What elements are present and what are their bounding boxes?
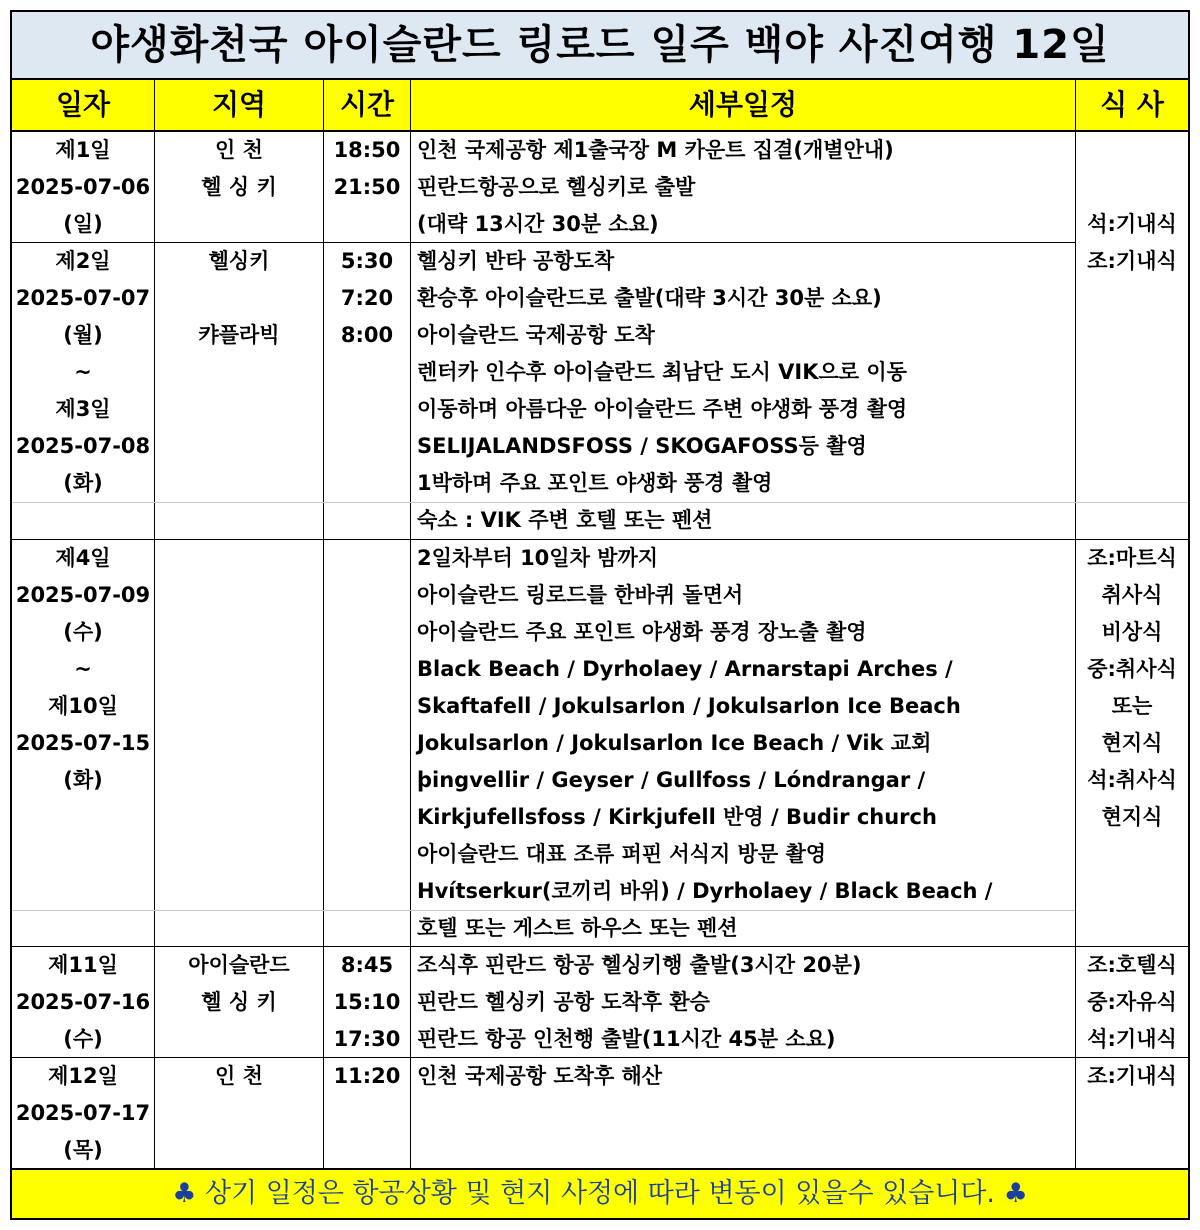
day-label: 제10일 (48, 694, 118, 718)
detail-line: 아이슬란드 주요 포인트 야생화 풍경 장노출 촬영 (417, 620, 867, 644)
detail-line: Hvítserkur(코끼리 바위) / Dyrholaey / Black Beach / (417, 879, 993, 903)
detail-line: 핀란드 항공 인천행 출발(11시간 45분 소요) (417, 1027, 836, 1051)
meal-line: 석:기내식 (1087, 212, 1177, 236)
region-label: 캬플라빅 (198, 323, 280, 347)
meal-line: 또는 (1111, 694, 1153, 718)
table-header-row (12, 80, 1188, 132)
detail-line: 2일차부터 10일차 밤까지 (417, 546, 659, 570)
day-label: 제11일 (48, 953, 118, 977)
meal-line: 석:취사식 (1087, 768, 1177, 792)
detail-line: 인천 국제공항 도착후 해산 (417, 1064, 663, 1088)
page-title: 야생화천국 아이슬란드 링로드 일주 백야 사진여행 12일 (12, 12, 1188, 80)
meal-line: 현지식 (1101, 805, 1163, 829)
detail-line: 인천 국제공항 제1출국장 M 카운트 집결(개별안내) (417, 138, 894, 162)
header-time: 시간 (339, 88, 395, 121)
footer-notice: ♣ 상기 일정은 항공상황 및 현지 사정에 따라 변동이 있을수 있습니다. ♣ (12, 1168, 1188, 1218)
day-weekday: (화) (63, 471, 103, 495)
detail-line: Kirkjufellsfoss / Kirkjufell 반영 / Budir church (417, 805, 937, 829)
detail-line: SELIJALANDSFOSS / SKOGAFOSS등 촬영 (417, 434, 867, 458)
detail-line: 이동하며 아름다운 아이슬란드 주변 야생화 풍경 촬영 (417, 397, 908, 421)
header-day: 일자 (55, 88, 111, 121)
day-date: 2025-07-16 (15, 990, 151, 1014)
day-date: 2025-07-17 (15, 1101, 151, 1125)
time-value: 7:20 (340, 286, 394, 310)
itinerary-table (10, 10, 1190, 1220)
day-date: 2025-07-08 (15, 434, 151, 458)
day-label: 제1일 (55, 138, 111, 162)
column-divider (410, 80, 411, 1168)
detail-line: 아이슬란드 대표 조류 퍼핀 서식지 방문 촬영 (417, 842, 827, 866)
time-value: 8:45 (340, 953, 394, 977)
day-label: 제2일 (55, 249, 111, 273)
meal-line: 조:호텔식 (1087, 953, 1177, 977)
detail-line: Skaftafell / Jokulsarlon / Jokulsarlon Ice Beach (417, 694, 961, 718)
meal-line: 현지식 (1101, 731, 1163, 755)
region-label: 인 천 (215, 1064, 263, 1088)
detail-line: 헬싱키 반타 공항도착 (417, 249, 615, 273)
detail-line: Jokulsarlon / Jokulsarlon Ice Beach / Vik 교회 (417, 731, 932, 755)
region-label: 아이슬란드 (188, 953, 290, 977)
time-value: 17:30 (333, 1027, 401, 1051)
day-range-separator: ~ (74, 360, 92, 384)
meal-line: 조:기내식 (1087, 1064, 1177, 1088)
day-weekday: (월) (63, 323, 103, 347)
detail-line: 조식후 핀란드 항공 헬싱키행 출발(3시간 20분) (417, 953, 862, 977)
day-date: 2025-07-07 (15, 286, 151, 310)
day-range-separator: ~ (74, 657, 92, 681)
detail-line: 핀란드항공으로 헬싱키로 출발 (417, 175, 696, 199)
detail-line: 핀란드 헬싱키 공항 도착후 환승 (417, 990, 710, 1014)
detail-line: 환승후 아이슬란드로 출발(대략 3시간 30분 소요) (417, 286, 882, 310)
header-meal: 식 사 (1100, 88, 1164, 121)
meal-line: 석:기내식 (1087, 1027, 1177, 1051)
time-value: 5:30 (340, 249, 394, 273)
header-region: 지역 (211, 88, 267, 121)
detail-line: 렌터카 인수후 아이슬란드 최남단 도시 VIK으로 이동 (417, 360, 907, 384)
region-label: 인 천 (215, 138, 263, 162)
region-label: 헬싱키 (208, 249, 270, 273)
detail-line: Black Beach / Dyrholaey / Arnarstapi Arches / (417, 657, 953, 681)
detail-line: 호텔 또는 게스트 하우스 또는 펜션 (417, 916, 738, 940)
meal-line: 취사식 (1101, 583, 1163, 607)
day-weekday: (일) (63, 212, 103, 236)
detail-line: þingvellir / Geyser / Gullfoss / Lóndrangar / (417, 768, 926, 792)
time-value: 8:00 (340, 323, 394, 347)
detail-line: 1박하며 주요 포인트 야생화 풍경 촬영 (417, 471, 773, 495)
time-value: 11:20 (333, 1064, 401, 1088)
day-date: 2025-07-09 (15, 583, 151, 607)
detail-line: 아이슬란드 링로드를 한바퀴 돌면서 (417, 583, 744, 607)
region-label: 헬 싱 키 (201, 175, 277, 199)
day-label: 제4일 (55, 546, 111, 570)
day-weekday: (화) (63, 768, 103, 792)
day-date: 2025-07-06 (15, 175, 151, 199)
detail-line: 숙소 : VIK 주변 호텔 또는 펜션 (417, 508, 713, 532)
day-label: 제12일 (48, 1064, 118, 1088)
meal-line: 비상식 (1101, 620, 1163, 644)
meal-line: 중:자유식 (1087, 990, 1177, 1014)
meal-line: 중:취사식 (1087, 657, 1177, 681)
day-date: 2025-07-15 (15, 731, 151, 755)
time-value: 21:50 (333, 175, 401, 199)
day-weekday: (목) (63, 1138, 103, 1162)
detail-line: (대략 13시간 30분 소요) (417, 212, 659, 236)
region-label: 헬 싱 키 (201, 990, 277, 1014)
time-value: 18:50 (333, 138, 401, 162)
meal-line: 조:기내식 (1087, 249, 1177, 273)
header-detail: 세부일정 (688, 88, 798, 121)
detail-line: 아이슬란드 국제공항 도착 (417, 323, 655, 347)
day-label: 제3일 (55, 397, 111, 421)
day-weekday: (수) (63, 620, 103, 644)
day-weekday: (수) (63, 1027, 103, 1051)
time-value: 15:10 (333, 990, 401, 1014)
meal-line: 조:마트식 (1087, 546, 1177, 570)
